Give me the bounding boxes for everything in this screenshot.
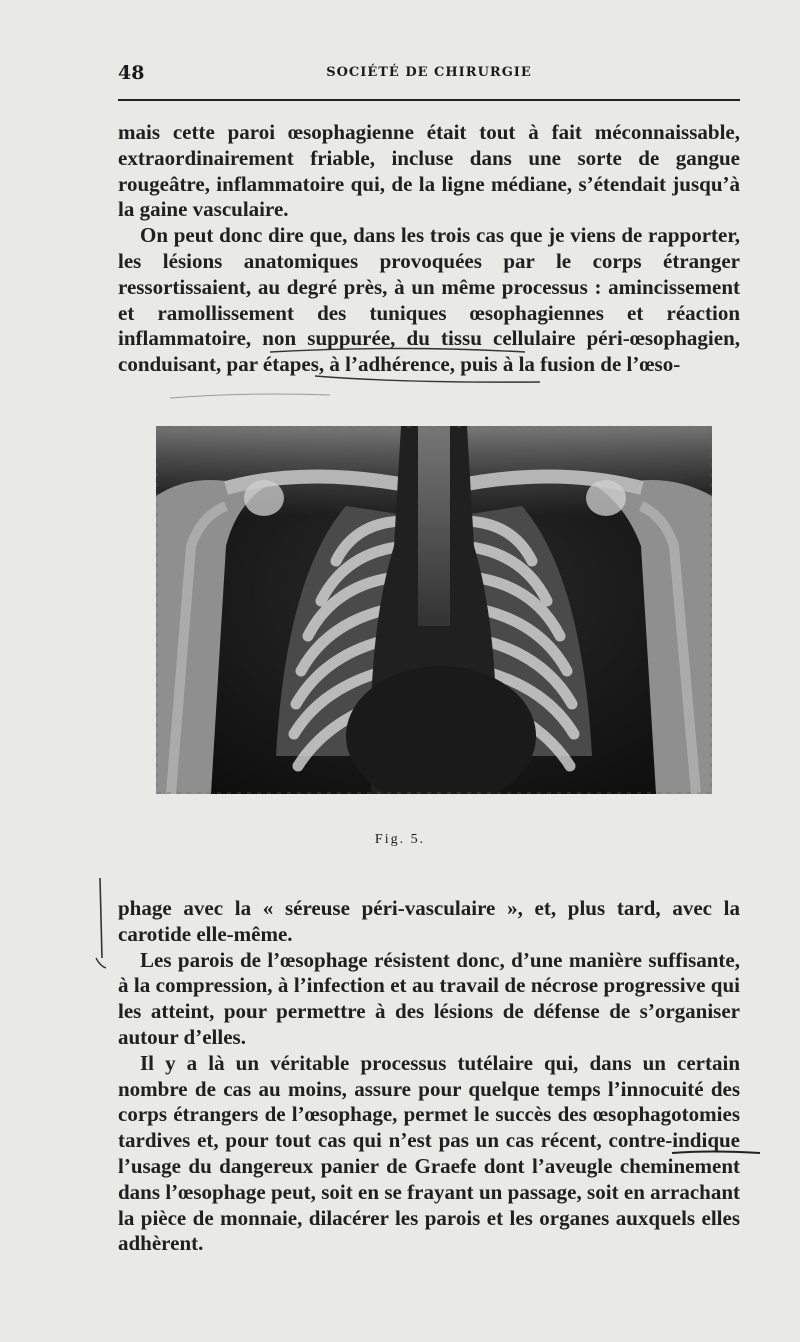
paragraph: phage avec la « séreuse péri-vasculaire », et, plus tard, avec la carotide elle-même. (118, 896, 740, 946)
header-rule (118, 99, 740, 101)
xray-figure (156, 426, 712, 794)
pencil-margin-hook (96, 958, 106, 968)
page-header (118, 62, 740, 86)
page-number: 48 (118, 62, 145, 84)
text-block-top (118, 120, 740, 378)
chest-xray-image (156, 426, 712, 794)
figure-caption: Fig. 5. (374, 832, 426, 847)
running-head: SOCIÉTÉ DE CHIRURGIE (326, 65, 532, 80)
pencil-stroke (170, 394, 330, 398)
text-block-bottom (118, 896, 740, 1257)
pencil-margin-line (100, 878, 102, 958)
paragraph: mais cette paroi œsophagienne était tout à fait méconnaissable, extraordinairement friable, incluse dans une sorte de gangue rougeâtre, inflammatoire qui, de la ligne médiane, s’étendait jusqu’à la gaine vasculaire. (118, 120, 740, 222)
paragraph: Il y a là un véritable processus tutélaire qui, dans un certain nombre de cas au moins, assure pour quelque temps l’innocuité des corps étrangers de l’œsophage, permet le succès des œsophagotomies tardives et, pour tout cas qui n’est pas un cas récent, contre-indique l’usage du dangereux panier de Graefe dont l’aveugle cheminement dans l’œsophage peut, soit en se frayant un passage, soit en arrachant la pièce de monnaie, dilacérer les parois et les organes auxquels elles adhèrent. (118, 1050, 740, 1256)
paragraph: On peut donc dire que, dans les trois cas que je viens de rapporter, les lésions anatomiques provoquées par le corps étranger ressortissaient, au degré près, à un même processus : amincissement et ramollissement des tuniques œsophagiennes et réaction inflammatoire, non suppurée, du tissu cellulaire péri-œsophagien, conduisant, par étapes, à l’adhérence, puis à la fusion de l’œso- (118, 223, 740, 377)
paragraph: Les parois de l’œsophage résistent donc, d’une manière suffisante, à la compression, à l’infection et au travail de nécrose progressive qui les atteint, pour permettre à des lésions de défense de s’organiser autour d’elles. (118, 947, 740, 1049)
